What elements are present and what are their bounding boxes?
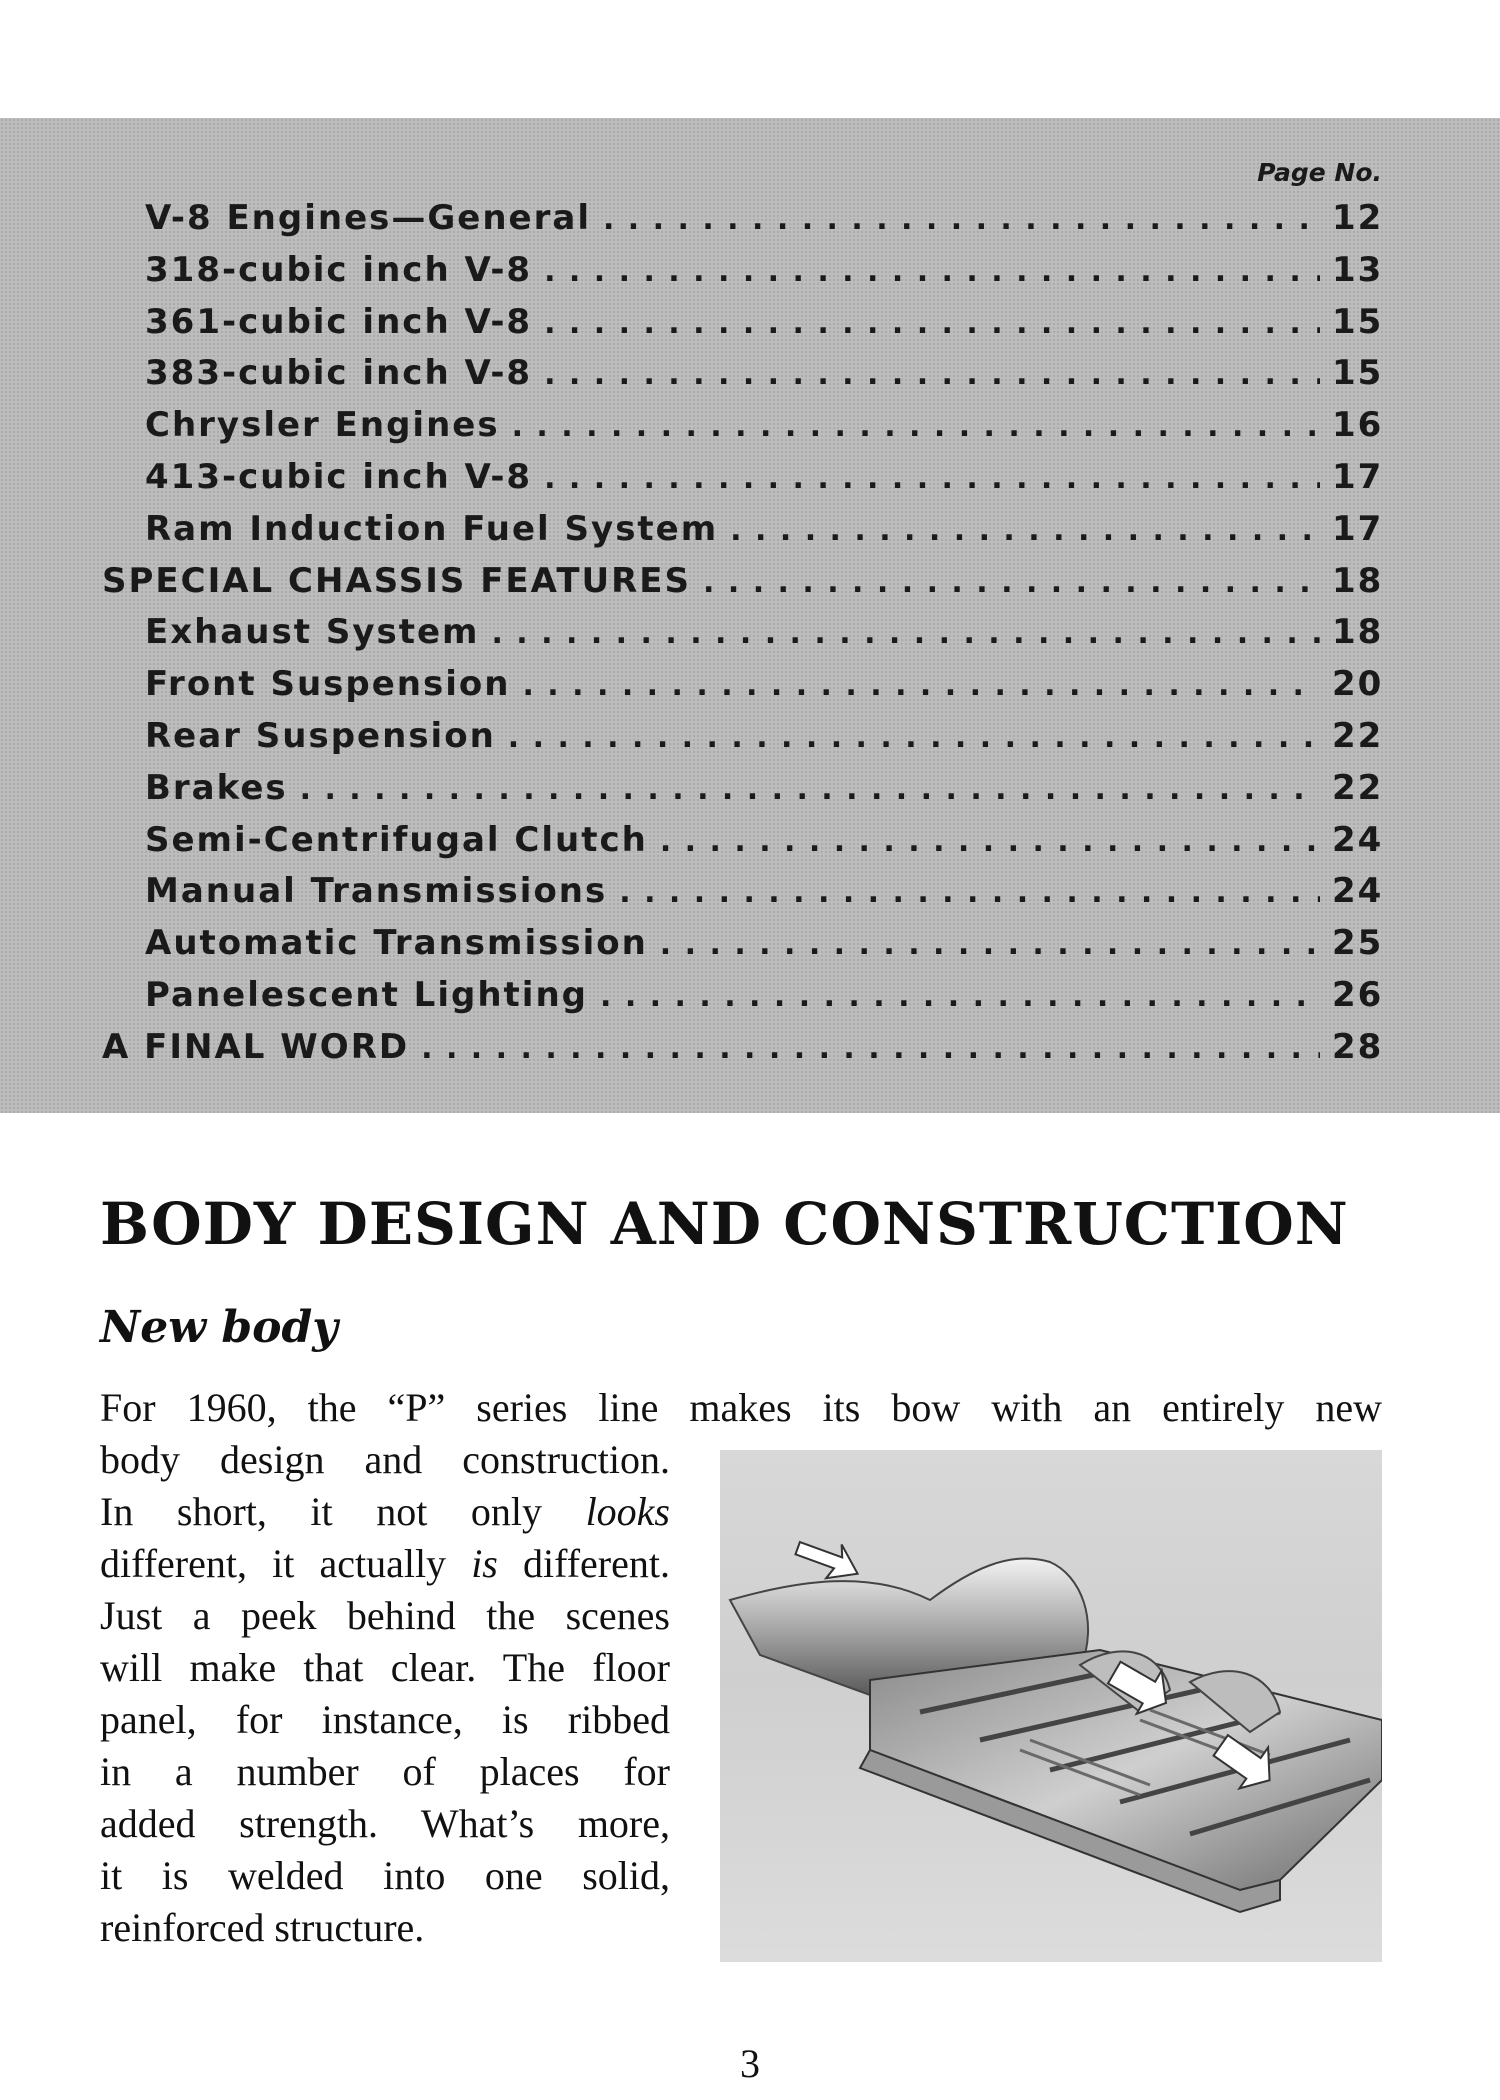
toc-entry-label: Chrysler Engines (145, 405, 500, 446)
paragraph-column (100, 1434, 670, 1954)
paragraph-first-line: For 1960, the “P” series line makes its bow with an entirely new (100, 1385, 1382, 1430)
toc-dot-leader (300, 772, 1320, 807)
toc-dot-leader (544, 254, 1320, 289)
toc-entry (145, 716, 1382, 768)
toc-dot-leader (660, 824, 1320, 859)
toc-entry-label: Panelescent Lighting (145, 975, 588, 1015)
toc-dot-leader (544, 461, 1320, 496)
paragraph-line (100, 1798, 670, 1850)
toc-dot-leader (544, 357, 1320, 392)
toc-entry-page: 24 (1332, 819, 1384, 860)
toc-entry-label: SPECIAL CHASSIS FEATURES (102, 560, 692, 601)
toc-entry (145, 250, 1382, 302)
toc-dot-leader (522, 668, 1320, 703)
toc-dot-leader (421, 1031, 1320, 1066)
paragraph-text: body design and construction. (100, 1437, 670, 1482)
toc-entry-label: Manual Transmissions (145, 871, 608, 912)
toc-entry-label: Front Suspension (145, 664, 511, 705)
toc-entry-label: Rear Suspension (145, 716, 496, 756)
toc-entry (145, 302, 1382, 354)
paragraph-text: in a number of places for (100, 1749, 670, 1794)
toc-dot-leader (544, 306, 1320, 341)
toc-entry-page: 22 (1332, 716, 1384, 756)
toc-entry-page: 15 (1332, 353, 1384, 394)
toc-dot-leader (730, 513, 1320, 548)
toc-entry (145, 198, 1382, 250)
toc-entry-page: 16 (1332, 405, 1384, 446)
page-no-column-header: Page No. (1257, 158, 1382, 187)
paragraph-line (100, 1746, 670, 1798)
paragraph-line (100, 1902, 670, 1954)
toc-entry-page: 20 (1332, 664, 1384, 705)
toc-dot-leader (508, 720, 1320, 755)
paragraph-text: will make that clear. The floor (100, 1645, 670, 1690)
paragraph-text: In short, it not only (100, 1489, 586, 1534)
toc-entry-page: 18 (1332, 560, 1384, 601)
toc-entry (145, 820, 1382, 872)
toc-entry-page: 24 (1332, 871, 1384, 912)
paragraph-line (100, 1486, 670, 1538)
toc-entry-label: V-8 Engines—General (145, 198, 591, 238)
paragraph-line (100, 1694, 670, 1746)
toc-entry (102, 1027, 1382, 1079)
paragraph-line (100, 1434, 670, 1486)
toc-entry (145, 457, 1382, 509)
paragraph-emphasis: is (471, 1541, 498, 1586)
toc-entry-page: 12 (1332, 198, 1384, 238)
toc-entry-page: 17 (1332, 508, 1384, 549)
toc-entry-page: 13 (1332, 249, 1384, 290)
toc-entry (145, 353, 1382, 405)
toc-entry (145, 923, 1382, 975)
toc-entry-page: 22 (1332, 767, 1384, 808)
paragraph-text: reinforced structure. (100, 1905, 425, 1950)
paragraph-text: Just a peek behind the scenes (100, 1593, 670, 1638)
toc-entry (145, 768, 1382, 820)
toc-entry-label: Ram Induction Fuel System (145, 508, 719, 549)
toc-dot-leader (660, 927, 1320, 962)
toc-entry-label: 383-cubic inch V-8 (145, 353, 533, 394)
paragraph-line (100, 1642, 670, 1694)
paragraph-text: different, it actually (100, 1541, 472, 1586)
paragraph-text: different. (497, 1541, 670, 1586)
section-heading: BODY DESIGN AND CONSTRUCTION (100, 1190, 1349, 1258)
toc-entry-label: 361-cubic inch V-8 (145, 301, 533, 342)
toc-entry-page: 17 (1332, 457, 1384, 497)
toc-dot-leader (703, 565, 1320, 600)
toc-entry-label: Automatic Transmission (145, 923, 648, 964)
toc-entry-label: 318-cubic inch V-8 (145, 249, 533, 290)
toc-entry (102, 561, 1382, 613)
paragraph-line (100, 1538, 670, 1590)
page-number: 3 (740, 2041, 760, 2086)
sub-heading: New body (100, 1302, 338, 1353)
toc-entry (145, 664, 1382, 716)
toc-dot-leader (603, 202, 1320, 237)
toc-entry-label: A FINAL WORD (102, 1026, 410, 1067)
toc-entry (145, 509, 1382, 561)
toc-entry-label: Exhaust System (145, 612, 480, 653)
table-of-contents-panel (0, 118, 1500, 1113)
paragraph-text: added strength. What’s more, (100, 1801, 670, 1846)
toc-dot-leader (619, 875, 1320, 910)
toc-entry-page: 25 (1332, 923, 1384, 964)
toc-entry (145, 871, 1382, 923)
toc-entry (145, 612, 1382, 664)
toc-entry (145, 405, 1382, 457)
paragraph-text: it is welded into one solid, (100, 1853, 670, 1898)
toc-entry-page: 26 (1332, 975, 1384, 1015)
toc-entry-label: Brakes (145, 767, 288, 808)
toc-entry-label: Semi-Centrifugal Clutch (145, 819, 648, 860)
paragraph-line (100, 1850, 670, 1902)
toc-dot-leader (512, 409, 1320, 444)
car-body-illustration (720, 1450, 1382, 1962)
toc-entry (145, 975, 1382, 1027)
toc-entry-page: 28 (1332, 1026, 1384, 1067)
toc-dot-leader (491, 616, 1320, 651)
toc-dot-leader (600, 979, 1320, 1014)
toc-entry-page: 18 (1332, 612, 1384, 653)
toc-entry-label: 413-cubic inch V-8 (145, 457, 533, 497)
paragraph-emphasis: looks (585, 1489, 670, 1534)
toc-entry-page: 15 (1332, 301, 1384, 342)
car-body-floor-photo (720, 1450, 1382, 1962)
paragraph-text: panel, for instance, is ribbed (100, 1697, 670, 1742)
paragraph-line (100, 1590, 670, 1642)
